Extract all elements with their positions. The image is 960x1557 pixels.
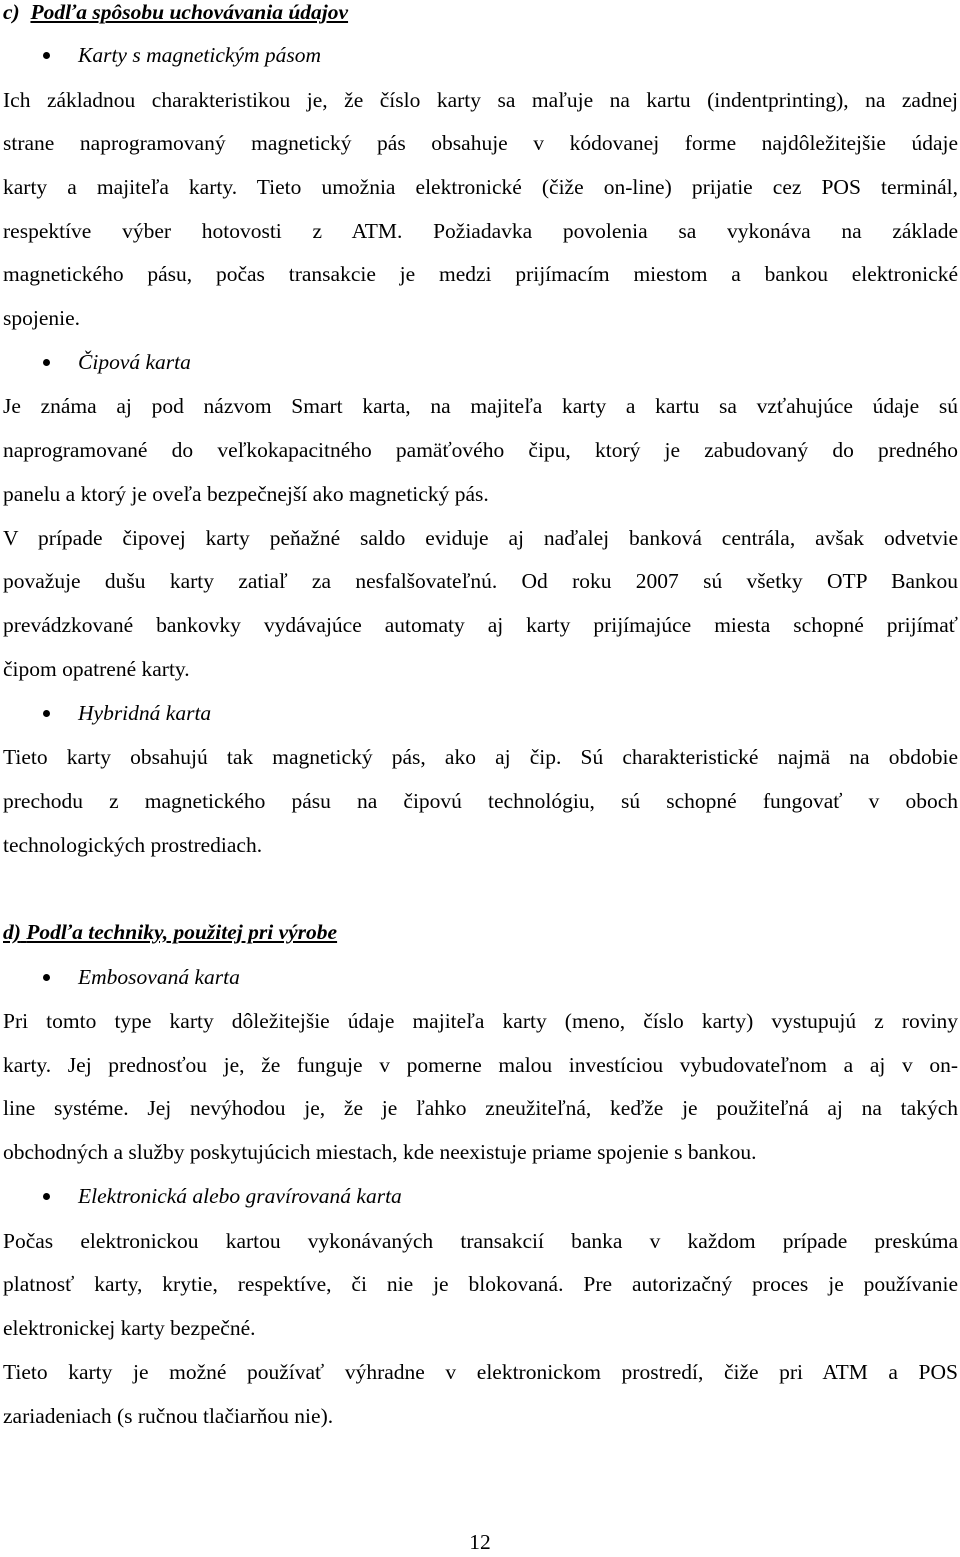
bullet-chip-card: [3, 347, 958, 377]
paragraph-line: naprogramované do veľkokapacitného pamäťového čipu, ktorý je zabudovaný do predného: [3, 438, 958, 462]
section-d-title: Podľa techniky, použitej pri výrobe: [26, 920, 338, 944]
bullet-title: Hybridná karta: [78, 701, 212, 725]
paragraph-line: Pri tomto type karty dôležitejšie údaje majiteľa karty (meno, číslo karty) vystupujú z roviny: [3, 1009, 958, 1033]
section-d-prefix: d): [3, 920, 21, 944]
bullet-electronic-card: [3, 1181, 958, 1211]
section-c-heading: [3, 0, 958, 27]
bullet-dot-icon: [43, 359, 50, 366]
page-number: 12: [469, 1530, 491, 1554]
section-c-prefix: c): [3, 0, 20, 24]
section-c-title: Podľa spôsobu uchovávania údajov: [30, 0, 349, 24]
paragraph-line: považuje dušu karty zatiaľ za nesfalšovateľnú. Od roku 2007 sú všetky OTP Bankou: [3, 569, 958, 593]
paragraph-line: elektronickej karty bezpečné.: [3, 1316, 256, 1340]
paragraph-line: platnosť karty, krytie, respektíve, či nie je blokovaná. Pre autorizačný proces je používanie: [3, 1272, 958, 1296]
paragraph-line: Počas elektronickou kartou vykonávaných transakcií banka v každom prípade preskúma: [3, 1229, 958, 1253]
paragraph-line: prevádzkované bankovky vydávajúce automaty aj karty prijímajúce miesta schopné prijímať: [3, 613, 958, 637]
paragraph-line: čipom opatrené karty.: [3, 657, 190, 681]
paragraph-line: spojenie.: [3, 306, 81, 330]
bullet-dot-icon: [43, 52, 50, 59]
bullet-magnetic-card: [3, 40, 958, 70]
paragraph-line: magnetického pásu, počas transakcie je medzi prijímacím miestom a bankou elektronické: [3, 262, 958, 286]
paragraph-line: karty. Jej prednosťou je, že funguje v pomerne malou investíciou vybudovateľnom a aj v on-: [3, 1053, 958, 1077]
paragraph-line: V prípade čipovej karty peňažné saldo eviduje aj naďalej banková centrála, avšak odvetvie: [3, 526, 958, 550]
bullet-title: Čipová karta: [78, 350, 191, 374]
paragraph-line: strane naprogramovaný magnetický pás obsahuje v kódovanej forme najdôležitejšie údaje: [3, 131, 958, 155]
paragraph-line: karty a majiteľa karty. Tieto umožnia elektronické (čiže on-line) prijatie cez POS terminál,: [3, 175, 958, 199]
bullet-dot-icon: [43, 1193, 50, 1200]
bullet-dot-icon: [43, 974, 50, 981]
paragraph-line: panelu a ktorý je oveľa bezpečnejší ako magnetický pás.: [3, 482, 489, 506]
section-d-heading: [3, 917, 958, 947]
bullet-title: Elektronická alebo gravírovaná karta: [78, 1184, 402, 1208]
paragraph-line: Tieto karty obsahujú tak magnetický pás, ako aj čip. Sú charakteristické najmä na obdobie: [3, 745, 958, 769]
paragraph-line: Je známa aj pod názvom Smart karta, na majiteľa karty a kartu sa vzťahujúce údaje sú: [3, 394, 958, 418]
paragraph-line: Ich základnou charakteristikou je, že číslo karty sa maľuje na kartu (indentprinting), na zadnej: [3, 88, 958, 112]
paragraph-line: line systéme. Jej nevýhodou je, že je ľahko zneužiteľná, keďže je použiteľná aj na takých: [3, 1096, 958, 1120]
paragraph-line: technologických prostrediach.: [3, 833, 263, 857]
paragraph-line: zariadeniach (s ručnou tlačiarňou nie).: [3, 1404, 334, 1428]
paragraph-line: respektíve výber hotovosti z ATM. Požiadavka povolenia sa vykonáva na základe: [3, 219, 958, 243]
bullet-dot-icon: [43, 710, 50, 717]
bullet-hybrid-card: [3, 698, 958, 728]
bullet-title: Karty s magnetickým pásom: [78, 43, 322, 67]
bullet-title: Embosovaná karta: [78, 965, 240, 989]
paragraph-line: Tieto karty je možné používať výhradne v elektronickom prostredí, čiže pri ATM a POS: [3, 1360, 958, 1384]
paragraph-line: prechodu z magnetického pásu na čipovú technológiu, sú schopné fungovať v oboch: [3, 789, 958, 813]
paragraph-line: obchodných a služby poskytujúcich miestach, kde neexistuje priame spojenie s bankou.: [3, 1140, 757, 1164]
bullet-embossed-card: [3, 962, 958, 992]
